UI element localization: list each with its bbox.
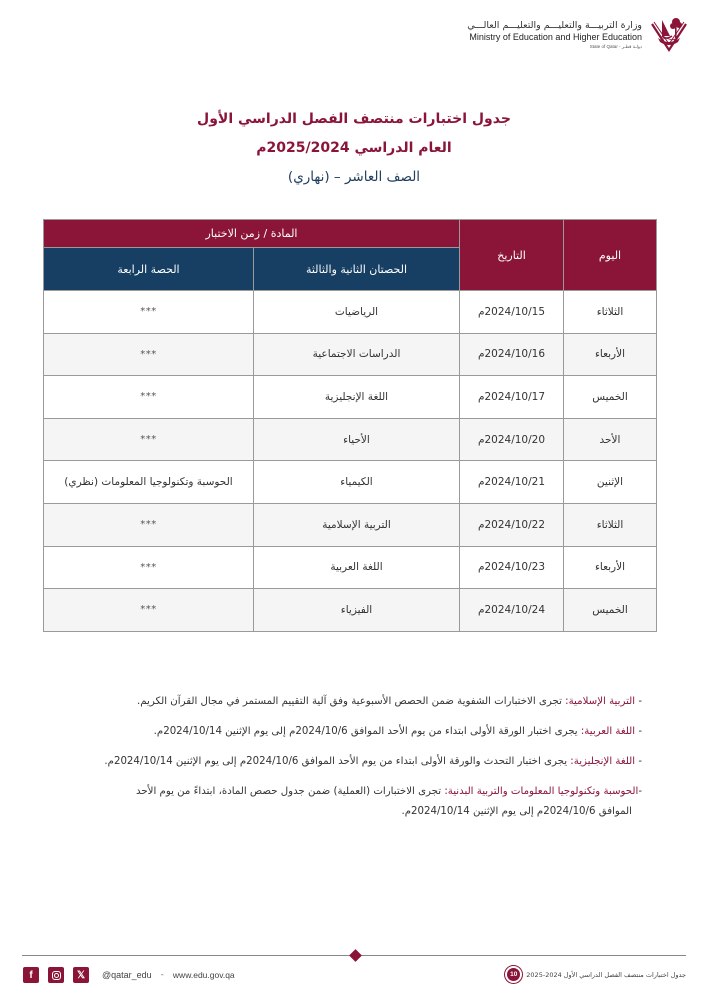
ministry-name-english: Ministry of Education and Higher Education: [469, 32, 642, 42]
cell-periods-2-3: الأحياء: [254, 418, 460, 461]
cell-period-4: الحوسبة وتكنولوجيا المعلومات (نظري): [44, 461, 254, 504]
table-row: [44, 546, 657, 589]
state-of-qatar-label: State of Qatar - دولـة قطـر: [589, 44, 642, 49]
cell-period-4: ***: [44, 418, 254, 461]
cell-period-4: ***: [44, 503, 254, 546]
header-period-4: الحصة الرابعة: [44, 248, 254, 291]
note-label: اللغة العربية:: [580, 726, 636, 737]
note-arabic-language: [62, 724, 642, 739]
table-row: [44, 503, 657, 546]
instagram-icon[interactable]: [48, 967, 64, 983]
note-islamic-education: [62, 694, 642, 709]
footer-document-title: جدول اختبارات منتصف الفصل الدراسي الأول 2024-2025: [526, 970, 686, 979]
cell-date: 2024/10/17م: [460, 376, 564, 419]
website-link[interactable]: www.edu.gov.qa: [172, 970, 235, 980]
cell-date: 2024/10/20م: [460, 418, 564, 461]
cell-day: الثلاثاء: [564, 503, 657, 546]
note-english-language: [62, 754, 642, 769]
note-text-continuation: الموافق 2024/10/6م إلى يوم الإثنين 2024/10/14م.: [401, 806, 632, 817]
cell-periods-2-3: اللغة العربية: [254, 546, 460, 589]
note-bullet: -: [635, 696, 642, 707]
cell-periods-2-3: الكيمياء: [254, 461, 460, 504]
cell-periods-2-3: الفيزياء: [254, 589, 460, 632]
cell-date: 2024/10/24م: [460, 589, 564, 632]
cell-date: 2024/10/22م: [460, 503, 564, 546]
header-subject-time: المادة / زمن الاختبار: [44, 220, 460, 248]
social-handle[interactable]: @qatar_edu: [102, 970, 152, 980]
table-row: [44, 333, 657, 376]
footer-diamond-ornament: [349, 949, 362, 962]
table-row: [44, 418, 657, 461]
grade-label: الصف العاشر – (نهاري): [287, 169, 421, 185]
cell-period-4: ***: [44, 376, 254, 419]
cell-day: الأحد: [564, 418, 657, 461]
cell-day: الأربعاء: [564, 333, 657, 376]
ministry-name: [467, 20, 642, 50]
footer-page-info: [507, 968, 686, 981]
header-periods-2-3: الحصتان الثانية والثالثة: [254, 248, 460, 291]
note-text: تجرى الاختبارات (العملية) ضمن جدول حصص المادة، ابتداءً من يوم الأحد: [136, 786, 445, 797]
note-label: الحوسبة وتكنولوجيا المعلومات والتربية البدنية:: [444, 786, 639, 797]
cell-day: الإثنين: [564, 461, 657, 504]
facebook-icon[interactable]: f: [23, 967, 39, 983]
note-label: التربية الإسلامية:: [565, 696, 636, 707]
ministry-logo: [467, 14, 690, 56]
cell-day: الخميس: [564, 376, 657, 419]
cell-period-4: ***: [44, 333, 254, 376]
table-row: [44, 376, 657, 419]
note-text: يجرى اختبار التحدث والورقة الأولى ابتداء من يوم الأحد الموافق 2024/10/6م إلى يوم الإثنين 2024/10/14م.: [104, 756, 571, 767]
note-bullet: -: [635, 726, 642, 737]
page-number-badge: 10: [507, 968, 520, 981]
table-row: [44, 461, 657, 504]
note-text: يجرى اختبار الورقة الأولى ابتداء من يوم الأحد الموافق 2024/10/6م إلى يوم الإثنين 2024/10/14م.: [153, 726, 581, 737]
cell-periods-2-3: الرياضيات: [254, 291, 460, 334]
note-text: تجرى الاختبارات الشفوية ضمن الحصص الأسبوعية وفق آلية التقييم المستمر في مجال القرآن الكريم.: [136, 696, 566, 707]
cell-day: الثلاثاء: [564, 291, 657, 334]
header-date: التاريخ: [460, 220, 564, 291]
cell-day: الأربعاء: [564, 546, 657, 589]
cell-date: 2024/10/23م: [460, 546, 564, 589]
cell-date: 2024/10/15م: [460, 291, 564, 334]
table-row: [44, 589, 657, 632]
academic-year: العام الدراسي 2025/2024م: [256, 140, 452, 156]
note-bullet: -: [638, 786, 642, 797]
qatar-emblem-icon: [648, 14, 690, 56]
cell-day: الخميس: [564, 589, 657, 632]
social-links: [23, 967, 235, 983]
cell-date: 2024/10/21م: [460, 461, 564, 504]
notes-section: [62, 694, 642, 834]
note-bullet: -: [635, 756, 642, 767]
footer-separator: -: [160, 970, 164, 980]
cell-period-4: ***: [44, 546, 254, 589]
page-title: جدول اختبارات منتصف الفصل الدراسي الأول: [197, 111, 511, 127]
cell-date: 2024/10/16م: [460, 333, 564, 376]
note-label: اللغة الإنجليزية:: [570, 756, 636, 767]
ministry-name-arabic: وزارة التربيـــة والتعليـــم والتعليـــم العالـــي: [467, 20, 642, 31]
document-titles: [0, 104, 708, 192]
x-icon[interactable]: 𝕏: [73, 967, 89, 983]
cell-period-4: ***: [44, 291, 254, 334]
header-day: اليوم: [564, 220, 657, 291]
note-computing-pe: [62, 784, 642, 819]
table-row: [44, 291, 657, 334]
cell-periods-2-3: الدراسات الاجتماعية: [254, 333, 460, 376]
exam-schedule-table: [43, 219, 657, 632]
cell-period-4: ***: [44, 589, 254, 632]
cell-periods-2-3: اللغة الإنجليزية: [254, 376, 460, 419]
cell-periods-2-3: التربية الإسلامية: [254, 503, 460, 546]
